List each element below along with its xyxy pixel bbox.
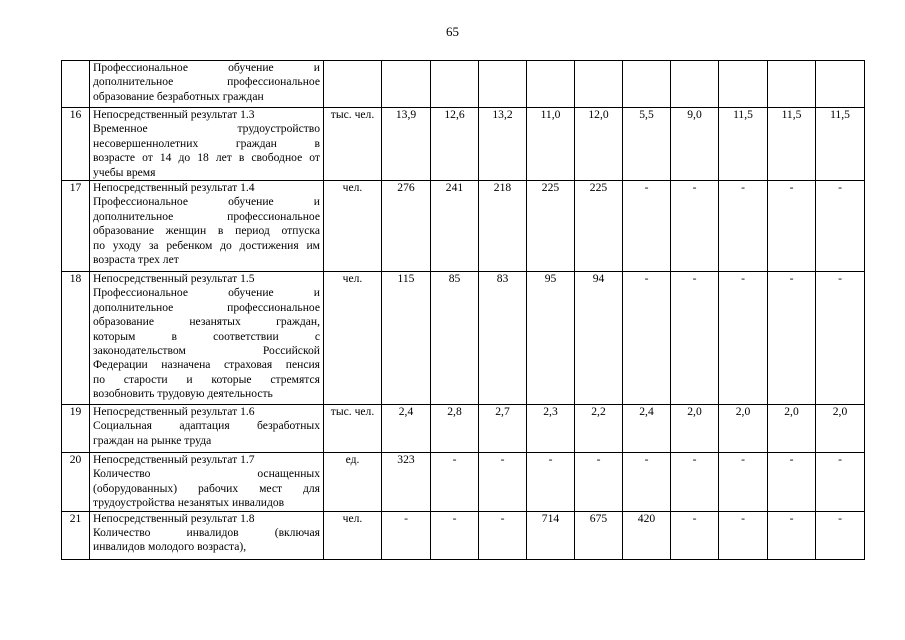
value-cell: 13,2 [479, 108, 527, 181]
table-row [62, 453, 865, 512]
table-row [62, 405, 865, 453]
row-number [62, 61, 90, 108]
value-cell: 2,2 [575, 405, 623, 453]
value-cell [719, 61, 768, 108]
description-line: по уходу за ребенком до достижения им [93, 238, 320, 252]
description-line: учебы время [93, 165, 156, 179]
value-cell: - [719, 453, 768, 512]
value-cell: 276 [382, 181, 431, 272]
value-cell: 323 [382, 453, 431, 512]
value-cell: 94 [575, 272, 623, 405]
description-line: Непосредственный результат 1.3 [93, 108, 255, 121]
value-cell: 218 [479, 181, 527, 272]
value-cell: 675 [575, 511, 623, 559]
value-cell: - [719, 272, 768, 405]
value-cell: 13,9 [382, 108, 431, 181]
value-cell: 11,0 [527, 108, 575, 181]
value-cell: - [719, 181, 768, 272]
indicator-description [90, 181, 324, 272]
table-row [62, 61, 865, 108]
row-number: 18 [62, 272, 90, 405]
value-cell: 2,4 [623, 405, 671, 453]
value-cell: 9,0 [671, 108, 719, 181]
value-cell: - [527, 453, 575, 512]
value-cell: - [623, 272, 671, 405]
value-cell [623, 61, 671, 108]
value-cell [671, 61, 719, 108]
unit-cell: чел. [324, 272, 382, 405]
description-line: Непосредственный результат 1.6 [93, 405, 255, 419]
description-line: Непосредственный результат 1.8 [93, 511, 255, 525]
description-line: Непосредственный результат 1.5 [93, 272, 255, 286]
description-line: Федерации назначена страховая пенсия [93, 358, 320, 372]
value-cell: 11,5 [768, 108, 816, 181]
indicators-table [61, 60, 865, 560]
description-line: инвалидов молодого возраста), [93, 540, 247, 554]
description-line: возрасте от 14 до 18 лет в свободное от [93, 151, 320, 165]
indicator-description [90, 272, 324, 405]
value-cell [431, 61, 479, 108]
row-number: 16 [62, 108, 90, 181]
value-cell: 83 [479, 272, 527, 405]
value-cell: - [719, 511, 768, 559]
value-cell: 11,5 [719, 108, 768, 181]
description-line: трудоустройства незанятых инвалидов [93, 496, 285, 510]
value-cell: 12,0 [575, 108, 623, 181]
value-cell: 2,0 [719, 405, 768, 453]
value-cell [575, 61, 623, 108]
value-cell [816, 61, 865, 108]
value-cell: 2,4 [382, 405, 431, 453]
value-cell: - [816, 453, 865, 512]
value-cell: - [768, 181, 816, 272]
value-cell: - [768, 272, 816, 405]
value-cell: 85 [431, 272, 479, 405]
row-number: 19 [62, 405, 90, 453]
value-cell: - [431, 453, 479, 512]
unit-cell: ед. [324, 453, 382, 512]
description-line: дополнительное профессиональное [93, 75, 320, 89]
value-cell: 714 [527, 511, 575, 559]
value-cell: - [768, 453, 816, 512]
description-line: Непосредственный результат 1.7 [93, 453, 255, 467]
row-number: 17 [62, 181, 90, 272]
value-cell [479, 61, 527, 108]
unit-cell: тыс. чел. [324, 108, 382, 181]
table-row [62, 181, 865, 272]
value-cell: - [623, 181, 671, 272]
value-cell: - [575, 453, 623, 512]
value-cell: 2,3 [527, 405, 575, 453]
description-line: возраста трех лет [93, 253, 179, 267]
value-cell: - [768, 511, 816, 559]
description-line: граждан на рынке труда [93, 433, 212, 447]
value-cell [768, 61, 816, 108]
description-line: образование женщин в период отпуска [93, 224, 320, 238]
value-cell [527, 61, 575, 108]
row-number: 21 [62, 511, 90, 559]
value-cell: 225 [527, 181, 575, 272]
indicator-description [90, 61, 324, 108]
value-cell: - [816, 272, 865, 405]
description-line: Количество оснащенных [93, 467, 320, 481]
value-cell: 95 [527, 272, 575, 405]
description-line: образование незанятых граждан, [93, 315, 320, 329]
page-number: 65 [446, 24, 459, 39]
value-cell: - [382, 511, 431, 559]
value-cell: - [671, 181, 719, 272]
description-line: Профессиональное обучение и [93, 195, 320, 209]
description-line: законодательством Российской [93, 344, 320, 358]
description-line: по старости и которые стремятся [93, 372, 320, 386]
value-cell: 420 [623, 511, 671, 559]
row-number: 20 [62, 453, 90, 512]
unit-cell: тыс. чел. [324, 405, 382, 453]
value-cell: - [816, 511, 865, 559]
value-cell: 2,0 [816, 405, 865, 453]
description-line: дополнительное профессиональное [93, 300, 320, 314]
value-cell: - [671, 511, 719, 559]
unit-cell: чел. [324, 181, 382, 272]
indicator-description [90, 453, 324, 512]
value-cell: 2,8 [431, 405, 479, 453]
description-line: возобновить трудовую деятельность [93, 387, 273, 401]
value-cell: 12,6 [431, 108, 479, 181]
value-cell: 225 [575, 181, 623, 272]
value-cell: - [623, 453, 671, 512]
description-line: (оборудованных) рабочих мест для [93, 481, 320, 495]
indicator-description [90, 511, 324, 559]
value-cell: 5,5 [623, 108, 671, 181]
value-cell: 241 [431, 181, 479, 272]
description-line: которым в соответствии с [93, 329, 320, 343]
value-cell: - [431, 511, 479, 559]
table-row [62, 511, 865, 559]
value-cell: 2,0 [768, 405, 816, 453]
value-cell: - [479, 453, 527, 512]
value-cell: 11,5 [816, 108, 865, 181]
table-row [62, 108, 865, 181]
value-cell: - [479, 511, 527, 559]
unit-cell: чел. [324, 511, 382, 559]
value-cell: 2,0 [671, 405, 719, 453]
description-line: дополнительное профессиональное [93, 209, 320, 223]
description-line: Профессиональное обучение и [93, 61, 320, 74]
description-line: Профессиональное обучение и [93, 286, 320, 300]
indicator-description [90, 108, 324, 181]
value-cell: 2,7 [479, 405, 527, 453]
indicator-description [90, 405, 324, 453]
value-cell [382, 61, 431, 108]
value-cell: - [671, 453, 719, 512]
description-line: Непосредственный результат 1.4 [93, 181, 255, 195]
description-line: Временное трудоустройство [93, 122, 320, 136]
value-cell: - [816, 181, 865, 272]
description-line: несовершеннолетних граждан в [93, 136, 320, 150]
description-line: образование безработных граждан [93, 89, 264, 103]
table-row [62, 272, 865, 405]
description-line: Количество инвалидов (включая [93, 526, 320, 540]
unit-cell [324, 61, 382, 108]
value-cell: - [671, 272, 719, 405]
description-line: Социальная адаптация безработных [93, 419, 320, 433]
value-cell: 115 [382, 272, 431, 405]
